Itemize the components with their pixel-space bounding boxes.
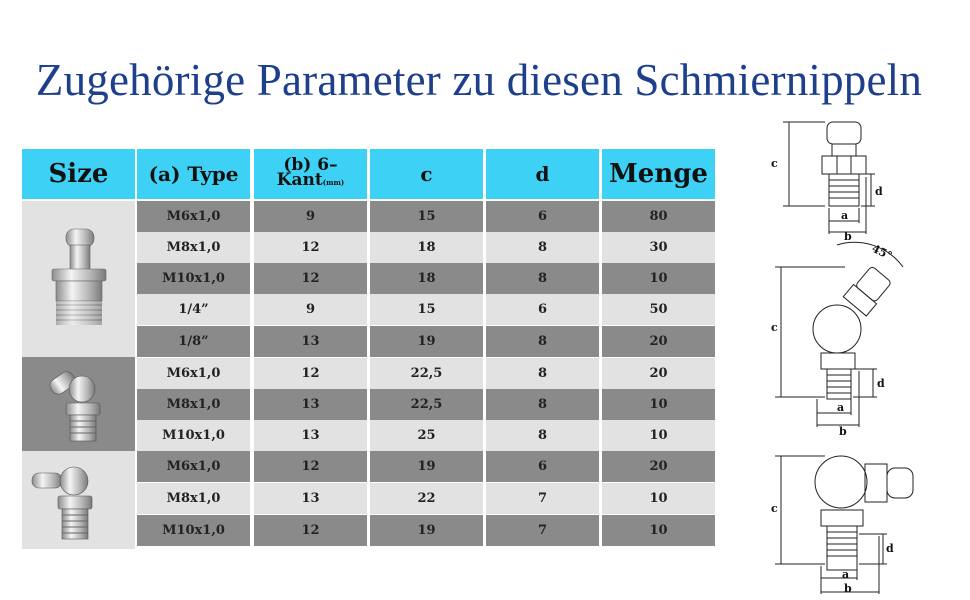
- kant-cell: 13: [254, 420, 367, 451]
- b-dimension-label-2: b: [839, 425, 847, 437]
- type-cell: M10x1,0: [137, 515, 250, 546]
- d-cell: 8: [486, 263, 599, 294]
- menge-cell: 20: [602, 358, 715, 389]
- menge-cell: 10: [602, 483, 715, 514]
- menge-cell: 20: [602, 326, 715, 357]
- kant-header-unit: (mm): [322, 178, 345, 187]
- d-cell: 8: [486, 232, 599, 263]
- d-cell: 6: [486, 451, 599, 482]
- type-cell: M6x1,0: [137, 451, 250, 482]
- type-cell: 1/8”: [137, 326, 250, 357]
- c-cell: 19: [370, 326, 483, 357]
- kant-cell: 12: [254, 451, 367, 482]
- b-dimension-label-3: b: [844, 582, 852, 595]
- menge-cell: 10: [602, 515, 715, 546]
- d-dimension-label-2: d: [877, 377, 885, 390]
- d-cell: 7: [486, 515, 599, 546]
- kant-cell: 9: [254, 201, 367, 232]
- kant-header: [254, 149, 367, 199]
- kant-cell: 13: [254, 326, 367, 357]
- straight-nipple-photo-block: [22, 201, 135, 357]
- angled-45-nipple-photo-block: [22, 357, 135, 451]
- kant-cell: 12: [254, 515, 367, 546]
- b-dimension-label: b: [844, 230, 852, 241]
- c-dimension-label-3: c: [771, 502, 778, 515]
- menge-cell: 10: [602, 263, 715, 294]
- type-cell: 1/4”: [137, 294, 250, 325]
- angled-45-nipple-drawing: [765, 237, 915, 437]
- kant-cell: 9: [254, 294, 367, 325]
- d-cell: 8: [486, 326, 599, 357]
- size-header: Size: [22, 149, 135, 199]
- kant-cell: 12: [254, 232, 367, 263]
- c-cell: 22: [370, 483, 483, 514]
- c-cell: 15: [370, 201, 483, 232]
- angle-label: 45°: [869, 241, 895, 263]
- straight-grease-nipple-photo: [22, 201, 135, 357]
- type-cell: M8x1,0: [137, 483, 250, 514]
- angled-45-grease-nipple-photo: [22, 357, 135, 451]
- c-cell: 25: [370, 420, 483, 451]
- angled-90-grease-nipple-photo: [22, 451, 135, 549]
- c-cell: 18: [370, 232, 483, 263]
- menge-cell: 50: [602, 294, 715, 325]
- menge-cell: 20: [602, 451, 715, 482]
- angled-90-nipple-photo-block: [22, 451, 135, 549]
- c-cell: 19: [370, 451, 483, 482]
- menge-cell: 10: [602, 389, 715, 420]
- d-cell: 6: [486, 201, 599, 232]
- menge-cell: 10: [602, 420, 715, 451]
- menge-header: Menge: [602, 149, 715, 199]
- a-dimension-label-2: a: [837, 401, 845, 414]
- c-cell: 19: [370, 515, 483, 546]
- page-title: Zugehörige Parameter zu diesen Schmiernippeln: [35, 55, 923, 105]
- d-dimension-label-3: d: [886, 542, 894, 555]
- c-dimension-label-2: c: [771, 321, 778, 334]
- kant-header-word: Kant: [276, 170, 323, 190]
- c-cell: 18: [370, 263, 483, 294]
- type-cell: M8x1,0: [137, 232, 250, 263]
- a-dimension-label-3: a: [842, 568, 850, 581]
- type-cell: M6x1,0: [137, 201, 250, 232]
- d-cell: 8: [486, 358, 599, 389]
- c-dimension-label: c: [771, 157, 778, 170]
- d-cell: 7: [486, 483, 599, 514]
- kant-header-line1: (b) 6–: [283, 155, 338, 175]
- type-cell: M8x1,0: [137, 389, 250, 420]
- kant-cell: 12: [254, 358, 367, 389]
- angled-90-nipple-drawing: [765, 448, 945, 600]
- d-cell: 8: [486, 389, 599, 420]
- type-cell: M6x1,0: [137, 358, 250, 389]
- type-cell: M10x1,0: [137, 263, 250, 294]
- type-header: (a) Type: [137, 149, 250, 199]
- c-cell: 22,5: [370, 358, 483, 389]
- d-cell: 6: [486, 294, 599, 325]
- menge-cell: 80: [602, 201, 715, 232]
- menge-cell: 30: [602, 232, 715, 263]
- d-cell: 8: [486, 420, 599, 451]
- c-header: c: [370, 149, 483, 199]
- c-cell: 22,5: [370, 389, 483, 420]
- kant-cell: 12: [254, 263, 367, 294]
- kant-cell: 13: [254, 389, 367, 420]
- c-cell: 15: [370, 294, 483, 325]
- kant-header-line2: [276, 170, 345, 190]
- type-cell: M10x1,0: [137, 420, 250, 451]
- straight-nipple-drawing: [765, 117, 895, 241]
- a-dimension-label: a: [841, 209, 849, 222]
- kant-cell: 13: [254, 483, 367, 514]
- d-dimension-label: d: [875, 185, 883, 198]
- d-header: d: [486, 149, 599, 199]
